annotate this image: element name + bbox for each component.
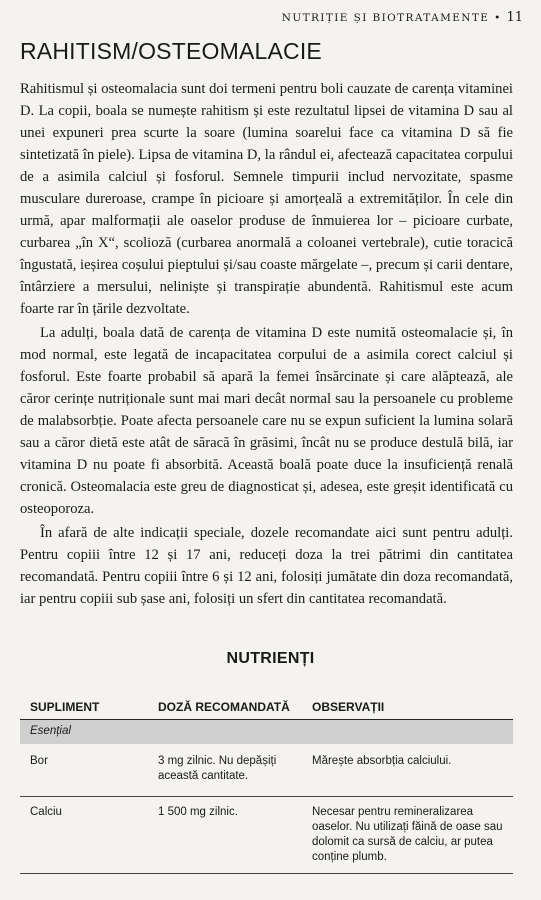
- nutrients-table: [20, 698, 513, 874]
- notes-cell: Mărește absorbția calciului.: [312, 744, 513, 797]
- table-row: [20, 744, 513, 797]
- table-header-row: [20, 698, 513, 720]
- column-header-dose: DOZĂ RECOMANDATĂ: [158, 698, 312, 720]
- supplement-cell: Calciu: [20, 797, 158, 874]
- dose-cell: 3 mg zilnic. Nu depășiți această cantitate.: [158, 744, 312, 797]
- notes-cell: Necesar pentru remineralizarea oaselor. Nu utilizați făină de oase sau dolomit ca sursă de calciu, ar putea conține plumb.: [312, 797, 513, 874]
- table-row: [20, 797, 513, 874]
- running-header: [282, 10, 523, 25]
- article-title: RAHITISM/OSTEOMALACIE: [20, 38, 322, 64]
- category-row: [20, 720, 513, 745]
- dose-cell: 1 500 mg zilnic.: [158, 797, 312, 874]
- column-header-supplement: SUPLIMENT: [20, 698, 158, 720]
- paragraph: La adulți, boala dată de carența de vitamina D este numită osteomalacie și, în mod normal, este legată de incapacitatea corpului de a asimila corect calciul și fosforul. Este foarte probabil să apară la femei însărcinate și care alăptează, ale căror cerințe nutriționale sunt mai mari decât normal sau la persoanele cu probleme de malabsorbție. Poate afecta persoanele care nu se expun suficient la lumina solară sau a căror dietă este atât de săracă în grăsimi, încât nu se produce destulă bilă, iar vitamina D nu poate fi absorbită. Această boală poate duce la insuficiență renală cronică. Osteomalacia este greu de diagnosticat și, adesea, este greșit identificată cu osteoporoza.: [20, 325, 513, 517]
- page-number: 11: [506, 10, 523, 25]
- paragraph: În afară de alte indicații speciale, dozele recomandate aici sunt pentru adulți. Pentru copiii între 12 și 17 ani, reduceți doza la trei pătrimi din cantitatea recomandată. Pentru copiii între 6 și 12 ani, folosiți jumătate din doza recomandată, iar pentru copiii sub șase ani, folosiți un sfert din cantitatea recomandată.: [20, 525, 513, 607]
- running-title: NUTRIȚIE ȘI BIOTRATAMENTE: [281, 12, 490, 24]
- header-bullet: •: [494, 12, 502, 24]
- supplement-cell: Bor: [20, 744, 158, 797]
- nutrients-title: NUTRIENȚI: [226, 650, 315, 667]
- paragraph: Rahitismul și osteomalacia sunt doi termeni pentru boli cauzate de carența vitaminei D. La copii, boala se numește rahitism și este rezultatul lipsei de vitamina D sau al unei expuneri prea scurte la soare (lumina soarelui face ca vitamina D să fie sintetizată în piele). Lipsa de vitamina D, la rândul ei, afectează capacitatea corpului de a asimila calciul și fosforul. Semnele timpurii includ nervozitate, spasme musculare dureroase, crampe în picioare și amorțeală a extremităților. În cele din urmă, apar malformații ale oaselor produse de înmuierea lor – picioare curbate, curbarea „în X“, scolioză (curbarea anormală a coloanei vertebrale), cutie toracică îngustată, ieșirea coșului pieptului și/sau coaste mărgelate –, precum și carii dentare, întârziere a mersului, neliniște și transpirație abundentă. Rahitismul este acum foarte rar în țările dezvoltate.: [20, 81, 513, 317]
- category-label: Esențial: [20, 720, 513, 745]
- column-header-notes: OBSERVAȚII: [312, 698, 513, 720]
- article-body: [20, 78, 513, 610]
